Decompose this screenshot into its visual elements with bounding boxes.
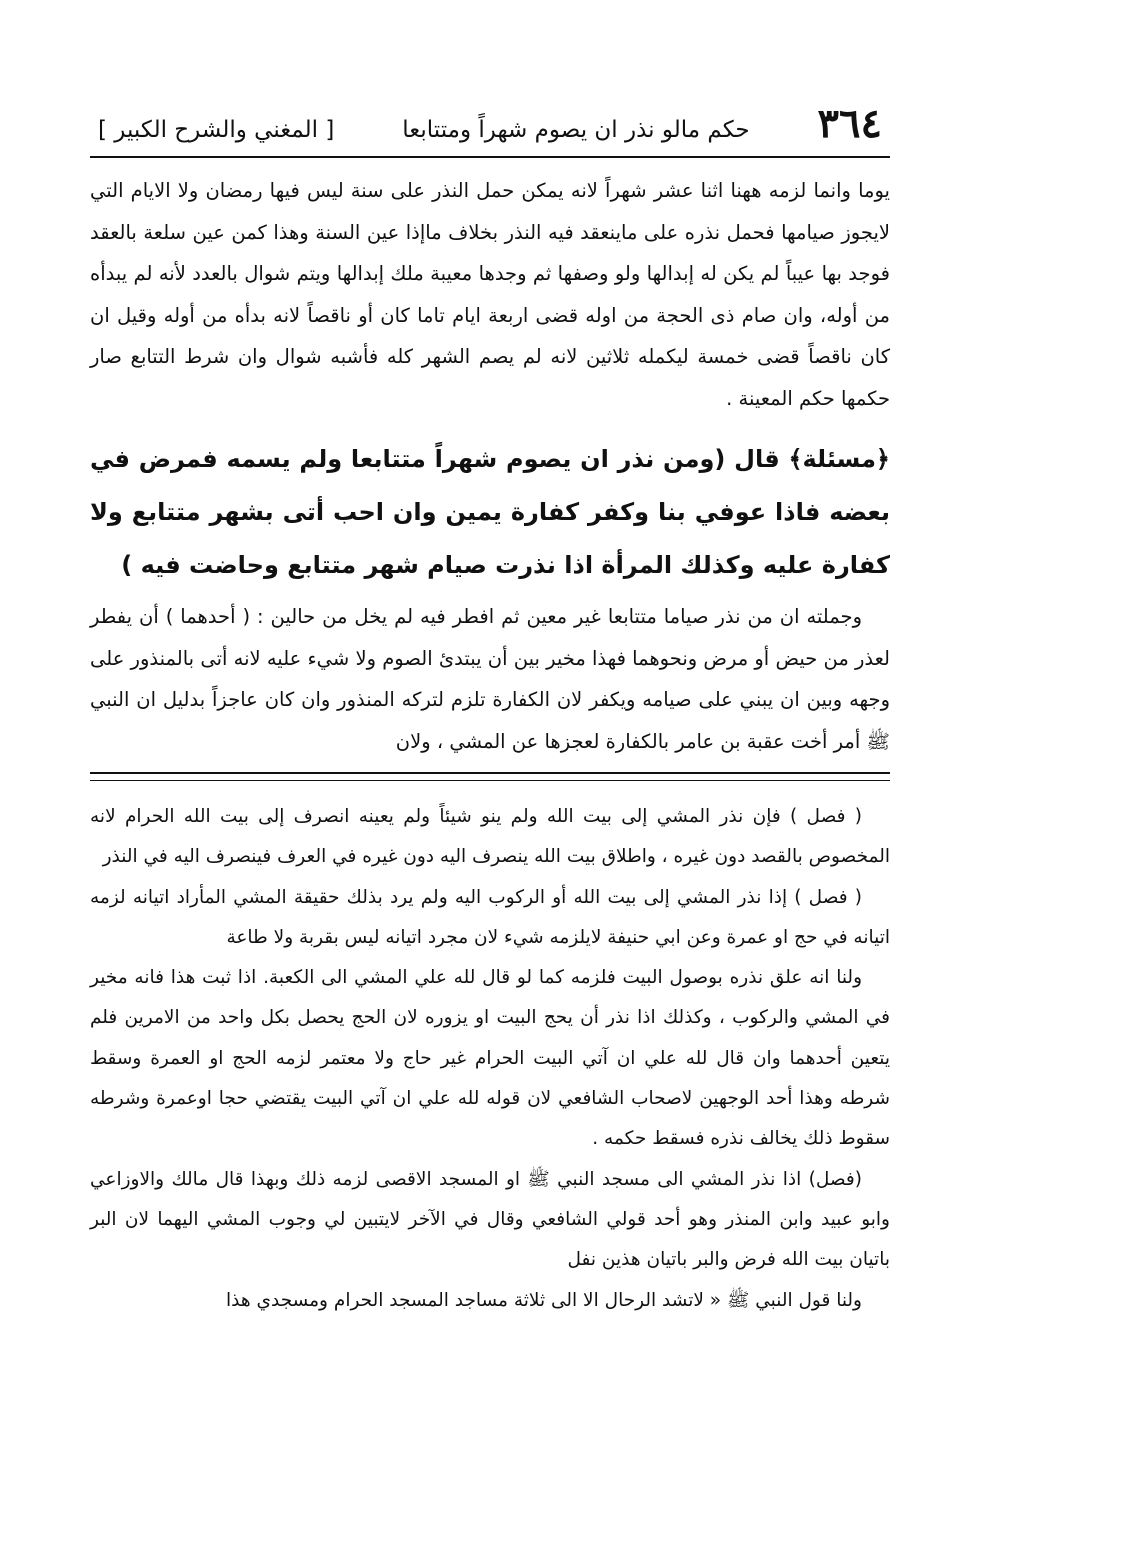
footnote-paragraph: ولنا انه علق نذره بوصول البيت فلزمه كما لو قال لله علي المشي الى الكعبة. اذا ثبت هذا فانه مخير في المشي والركوب ، وكذلك اذا نذر أن يحج البيت او يزوره لان الحج يحصل بكل واحد من الامرين فلم يتعين أحدهما وان قال لله علي ان آتي البيت الحرام غير حاج ولا معتمر لزمه الحج او العمرة وسقط شرطه وهذا أحد الوجهين لاصحاب الشافعي لان قوله لله علي ان آتي البيت يقتضي حجا اوعمرة وشرطه سقوط ذلك يخالف نذره فسقط حكمه .: [90, 967, 890, 1150]
commentary-paragraph: وجملته ان من نذر صياما متتابعا غير معين ثم افطر فيه لم يخل من حالين : ( أحدهما ) أن يفطر لعذر من حيض أو مرض ونحوهما فهذا مخير بين أن يبتدئ الصوم ولا شيء عليه لانه أتى بالمنذور على وجهه وبين ان يبني على صيامه ويكفر لان الكفارة تلزم لتركه المنذور وان كان عاجزاً بدليل ان النبي ﷺ أمر أخت عقبة بن عامر بالكفارة لعجزها عن المشي ، ولان: [90, 605, 890, 753]
running-title: حكم مالو نذر ان يصوم شهراً ومتتابعا: [402, 117, 750, 143]
book-title: [ المغني والشرح الكبير ]: [98, 117, 335, 143]
footnote-paragraph: ( فصل ) إذا نذر المشي إلى بيت الله أو الركوب اليه ولم يرد بذلك حقيقة المشي المأراد اتيانه لزمه اتيانه في حج او عمرة وعن ابي حنيفة لايلزمه شيء لان مجرد اتيانه ليس بقربة ولا طاعة: [90, 886, 890, 948]
footnote-separator: [90, 772, 890, 781]
footnotes: [90, 797, 890, 1321]
main-paragraph: يوما وانما لزمه ههنا اثنا عشر شهراً لانه يمكن حمل النذر على سنة ليس فيها رمضان ولا الايام التي لايجوز صيامها فحمل نذره على ماينعقد فيه النذر بخلاف ماإذا عين السنة وهذا كمن عين سلعة بالعقد فوجد بها عيباً لم يكن له إبدالها ولو وصفها ثم وجدها معيبة ملك إبدالها ويتم شوال بالعدد لأنه لم يبدأه من أوله، وان صام ذى الحجة من اوله قضى اربعة ايام تاما كان أو ناقصاً لانه بدأه من أوله وقيل ان كان ناقصاً قضى خمسة ليكمله ثلاثين لانه لم يصم الشهر كله فأشبه شوال وان شرط التتابع صار حكمها حكم المعينة .: [90, 179, 890, 410]
header-rule: [90, 156, 890, 158]
page-header: [90, 100, 890, 152]
page-number: ٣٦٤: [817, 100, 882, 147]
footnote-paragraph: ولنا قول النبي ﷺ « لاتشد الرحال الا الى ثلاثة مساجد المسجد الحرام ومسجدي هذا: [226, 1289, 862, 1311]
issue-statement: ﴿مسئلة﴾ قال (ومن نذر ان يصوم شهراً متتابعا ولم يسمه فمرض في بعضه فاذا عوفي بنا وكفر كفارة يمين وان احب أتى بشهر متتابع ولا كفارة عليه وكذلك المرأة اذا نذرت صيام شهر متتابع وحاضت فيه ): [90, 445, 890, 579]
document-page: [90, 100, 890, 1321]
footnote-paragraph: ( فصل ) فإن نذر المشي إلى بيت الله ولم ينو شيئاً ولم يعينه انصرف إلى بيت الله الحرام لانه المخصوص بالقصد دون غيره ، واطلاق بيت الله ينصرف اليه دون غيره في العرف فينصرف اليه في النذر: [90, 806, 890, 868]
commentary: [90, 596, 890, 762]
main-text: [90, 170, 890, 419]
footnote-paragraph: (فصل) اذا نذر المشي الى مسجد النبي ﷺ او المسجد الاقصى لزمه ذلك وبهذا قال مالك والاوزاعي وابو عبيد وابن المنذر وهو أحد قولي الشافعي وقال في الآخر لايتبين لي وجوب المشي اليهما لان البر باتيان بيت الله فرض والبر باتيان هذين نفل: [90, 1168, 890, 1271]
